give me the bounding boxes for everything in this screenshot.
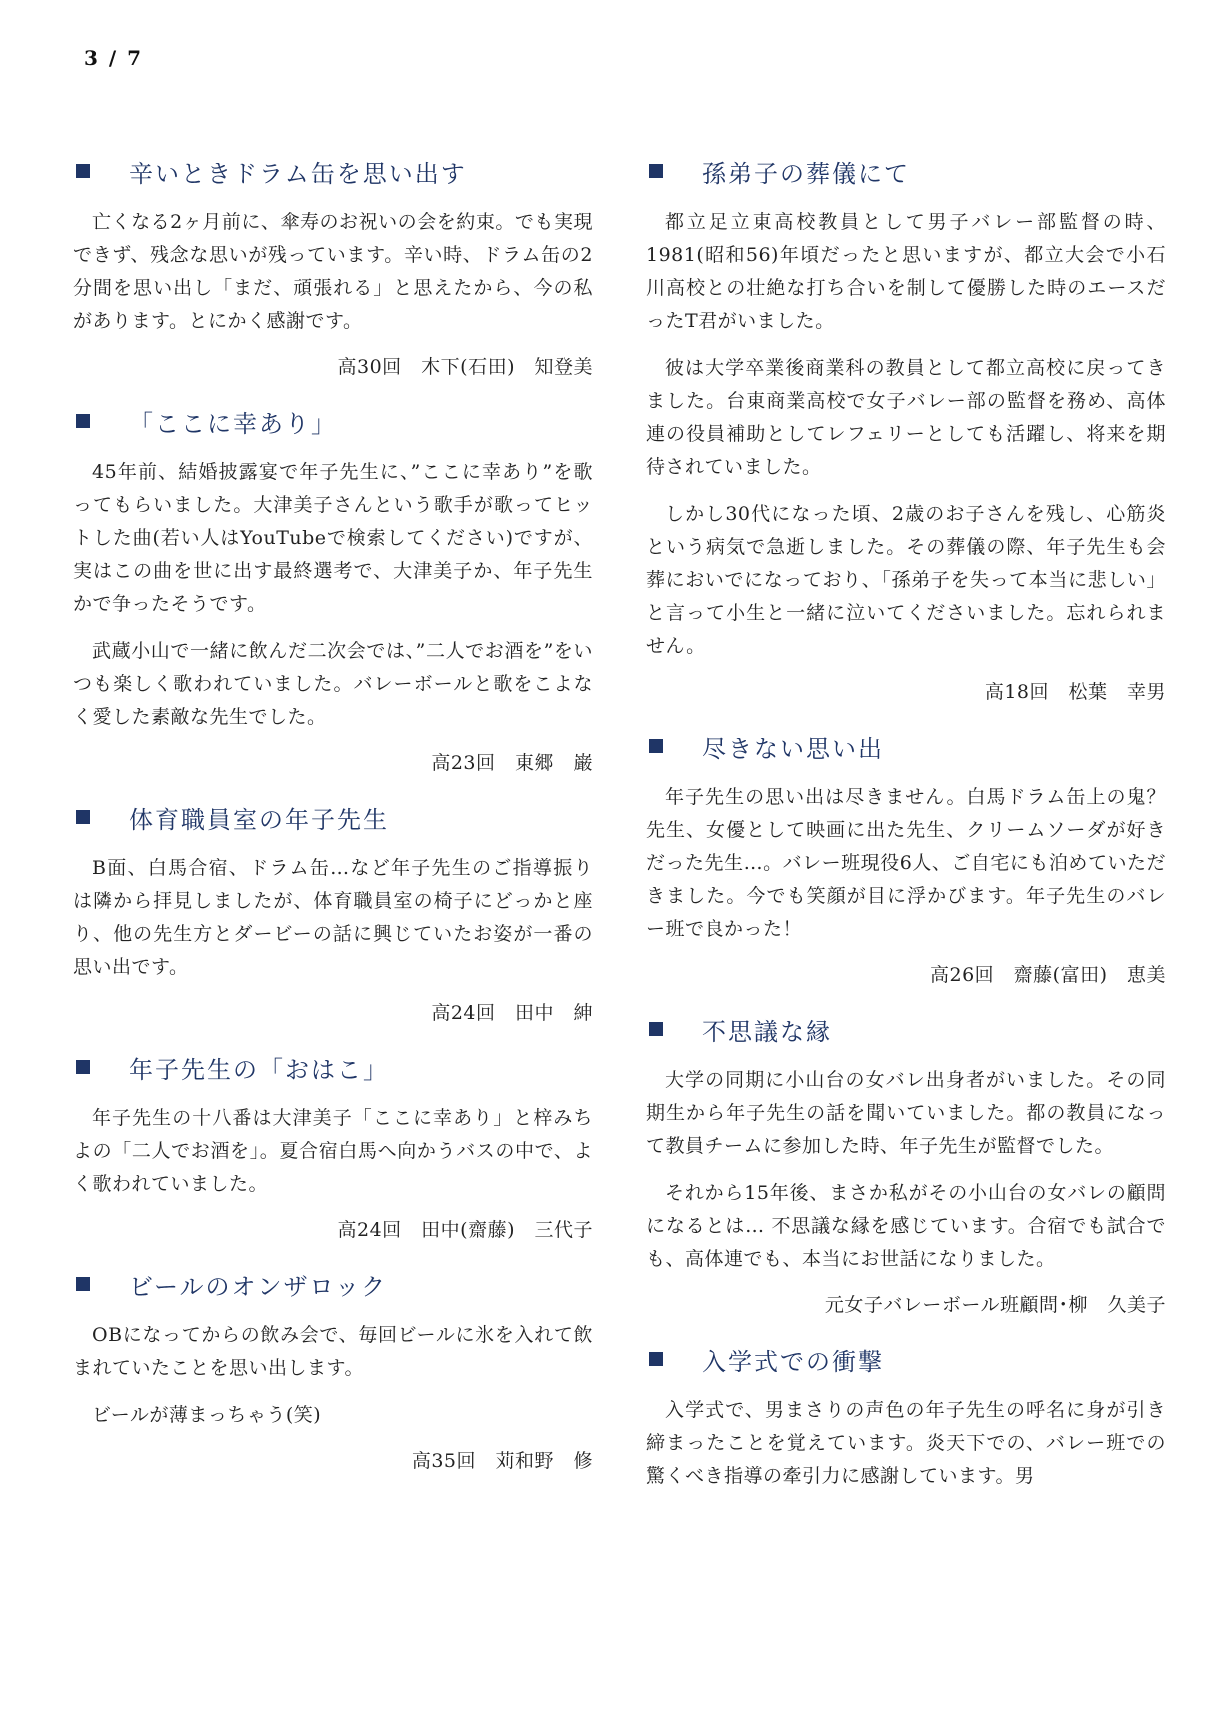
article-heading [73, 1263, 593, 1305]
square-bullet-icon [76, 1277, 90, 1291]
article-paragraph: 年子先生の十八番は大津美子「ここに幸あり」と梓みちよの「二人でお酒を」。夏合宿白馬へ向かうバスの中で、よく歌われていました。 [73, 1107, 593, 1195]
article-paragraph: ビールが薄まっちゃう(笑) [92, 1404, 322, 1426]
article-title: 尽きない思い出 [702, 734, 884, 763]
article-paragraph: 入学式で、男まさりの声色の年子先生の呼名に身が引き締まったことを覚えています。炎天下での、バレー班での驚くべき指導の牽引力に感謝しています。男 [646, 1399, 1166, 1487]
article-paragraph: しかし30代になった頃、2歳のお子さんを残し、心筋炎という病気で急逝しました。その葬儀の際、年子先生も会葬においでになっており、「孫弟子を失って本当に悲しい」と言って小生と一緒に泣いてくださいました。忘れられません。 [646, 503, 1166, 657]
article-paragraph: 武蔵小山で一緒に飲んだ二次会では、”二人でお酒を”をいつも楽しく歌われていました。バレーボールと歌をこよなく愛した素敵な先生でした。 [73, 640, 593, 728]
article-heading [646, 1338, 1166, 1380]
article-section [73, 150, 593, 382]
article-title: 孫弟子の葬儀にて [702, 159, 910, 188]
article-author: 高35回 苅和野 修 [411, 1450, 593, 1472]
article-title: 体育職員室の年子先生 [129, 805, 389, 834]
article-heading [73, 1046, 593, 1088]
article-author: 高18回 松葉 幸男 [984, 681, 1166, 703]
article-paragraph: 年子先生の思い出は尽きません。白馬ドラム缶上の鬼？先生、女優として映画に出た先生、クリームソーダが好きだった先生…。バレー班現役6人、ご自宅にも泊めていただきました。今でも笑顔が目に浮かびます。年子先生のバレー班で良かった！ [646, 786, 1166, 940]
article-paragraph: 都立足立東高校教員として男子バレー部監督の時、1981(昭和56)年頃だったと思いますが、都立大会で小石川高校との壮絶な打ち合いを制して優勝した時のエースだったT君がいました。 [646, 211, 1166, 332]
article-author: 高26回 齋藤(富田) 恵美 [929, 964, 1166, 986]
article-section [646, 150, 1166, 707]
square-bullet-icon [649, 739, 663, 753]
article-paragraph: それから15年後、まさか私がその小山台の女バレの顧問になるとは… 不思議な縁を感じています。合宿でも試合でも、高体連でも、本当にお世話になりました。 [646, 1182, 1166, 1270]
article-paragraph: OBになってからの飲み会で、毎回ビールに氷を入れて飲まれていたことを思い出します。 [73, 1324, 593, 1379]
article-heading [646, 150, 1166, 192]
article-section [73, 796, 593, 1028]
page-number: 3 / 7 [84, 46, 144, 70]
article-heading [73, 150, 593, 192]
article-paragraph: 亡くなる2ヶ月前に、傘寿のお祝いの会を約束。でも実現できず、残念な思いが残っています。辛い時、ドラム缶の2分間を思い出し「まだ、頑張れる」と思えたから、今の私があります。とにかく感謝です。 [73, 211, 593, 332]
article-heading [73, 400, 593, 442]
article-heading [73, 796, 593, 838]
article-paragraph: 45年前、結婚披露宴で年子先生に、”ここに幸あり”を歌ってもらいました。大津美子さんという歌手が歌ってヒットした曲(若い人はYouTubeで検索してください)ですが、実はこの曲を世に出す最終選考で、大津美子か、年子先生かで争ったそうです。 [73, 461, 593, 615]
square-bullet-icon [76, 1060, 90, 1074]
article-section [646, 1338, 1166, 1493]
article-author: 高24回 田中(齋藤) 三代子 [337, 1219, 593, 1241]
square-bullet-icon [649, 1022, 663, 1036]
article-paragraph: 彼は大学卒業後商業科の教員として都立高校に戻ってきました。台東商業高校で女子バレー部の監督を務め、高体連の役員補助としてレフェリーとしても活躍し、将来を期待されていました。 [646, 357, 1166, 478]
article-title: 不思議な縁 [702, 1017, 832, 1046]
article-author: 元女子バレーボール班顧問･柳 久美子 [824, 1294, 1166, 1316]
article-section [73, 1046, 593, 1245]
square-bullet-icon [76, 164, 90, 178]
article-heading [646, 1008, 1166, 1050]
article-title: 入学式での衝撃 [702, 1347, 884, 1376]
article-section [646, 725, 1166, 990]
article-heading [646, 725, 1166, 767]
article-author: 高23回 東郷 巌 [431, 752, 593, 774]
article-section [646, 1008, 1166, 1320]
square-bullet-icon [76, 810, 90, 824]
square-bullet-icon [649, 164, 663, 178]
article-author: 高30回 木下(石田) 知登美 [337, 356, 593, 378]
article-title: 辛いときドラム缶を思い出す [129, 159, 467, 188]
left-column [73, 150, 593, 1494]
article-section [73, 400, 593, 778]
article-section [73, 1263, 593, 1476]
article-title: 年子先生の「おはこ」 [129, 1055, 389, 1084]
article-title: 「ここに幸あり」 [129, 409, 337, 438]
right-column [646, 150, 1166, 1511]
article-paragraph: B面、白馬合宿、ドラム缶…など年子先生のご指導振りは隣から拝見しましたが、体育職員室の椅子にどっかと座り、他の先生方とダービーの話に興じていたお姿が一番の思い出です。 [73, 857, 593, 978]
article-title: ビールのオンザロック [129, 1272, 388, 1301]
article-author: 高24回 田中 紳 [431, 1002, 593, 1024]
square-bullet-icon [649, 1352, 663, 1366]
article-paragraph: 大学の同期に小山台の女バレ出身者がいました。その同期生から年子先生の話を聞いていました。都の教員になって教員チームに参加した時、年子先生が監督でした。 [646, 1069, 1166, 1157]
square-bullet-icon [76, 414, 90, 428]
